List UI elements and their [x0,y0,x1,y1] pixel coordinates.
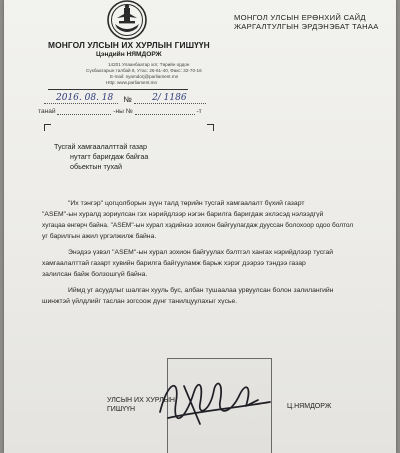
letter-number: 2/ 1186 [152,93,187,103]
signatory-name: Ц.НЯМДОРЖ [287,403,332,410]
body-paragraph-line: Энэдээ үзвэл "ASEM"-ын хурал зохион байгуулах бэлтгэл хангах нэрийдлээр тусгай [68,249,334,256]
letterhead-address-line: 14201 Улаанбаатар хот, Төрийн ордон [108,62,190,67]
letterhead-website: Http: www.parliament.mn [106,80,158,85]
letterhead-email: E-mail: nyamdorj@parliament.mn [110,74,179,79]
subject-line: нутагт баригдаж байгаа [70,152,149,161]
state-emblem-icon [105,0,149,42]
body-paragraph-line: шинжтэй үйлдлийг таслан зогсоож дүнг танилцуулахыг хүсье. [42,298,238,305]
body-paragraph-line: уг барилгын ажил үргэлжилж байна. [42,233,157,240]
letterhead-person-name: Цэндийн НЯМДОРЖ [96,51,162,58]
signatory-title: ГИШҮҮН [107,406,136,413]
letterhead-address-line: Сүхбаатарын талбай 8, Утас: 26-61-40, Факс: 32-70-16 [86,68,202,73]
body-paragraph-line: хугацаа өнгөрч байна. "ASEM"-ын хурал хэдийнээ зохион байгуулагдаж дууссан болохоор одоо болтол [42,222,354,229]
subject-line: обьектын тухай [70,162,122,171]
letter-date: 2016. 08. 18 [56,93,114,103]
reference-date-row [44,93,206,104]
reply-reference-row [38,108,202,115]
reply-suffix: -т [196,108,202,115]
body-paragraph-line: "Их тэнгэр" цогцолборын зүүн талд төрийн тусгай хамгаалалт бүхий газарт [68,200,305,207]
body-paragraph-line: "ASEM"-ын хуралд зориулсан гэх нэрийдлээр нэгэн барилга баригдаж эхлэсэд нэлээдгүй [42,211,324,218]
body-paragraph-line: Иймд уг асуудлыг шалган хууль бус, албан тушаалаа урвуулсан болон залилангийн [68,287,334,294]
subject-bracket-right [207,124,214,131]
body-paragraph-line: залилсан байж болзошгүй байна. [42,271,148,278]
reply-prefix: танай [38,108,56,115]
subject-bracket-left [44,124,51,131]
recipient-title: МОНГОЛ УЛСЫН ЕРӨНХИЙ САЙД [234,13,366,22]
letterhead-divider [48,89,188,90]
number-label: № [123,95,132,104]
letterhead-org-name: МОНГОЛ УЛСЫН ИХ ХУРЛЫН ГИШҮҮН [48,40,210,50]
recipient-name: ЖАРГАЛТУЛГЫН ЭРДЭНЭБАТ ТАНАА [234,22,379,31]
letter-page [4,0,396,453]
reply-middle: -ны № [113,108,133,115]
signatory-title: УЛСЫН ИХ ХУРЛЫН [107,397,175,404]
body-paragraph-line: хамгаалалттай газарт хувийн барилга байгууламж барьж хэрэг дээрээ тэндээ газар [42,260,306,267]
subject-line: Тусгай хамгаалалттай газар [54,142,148,151]
